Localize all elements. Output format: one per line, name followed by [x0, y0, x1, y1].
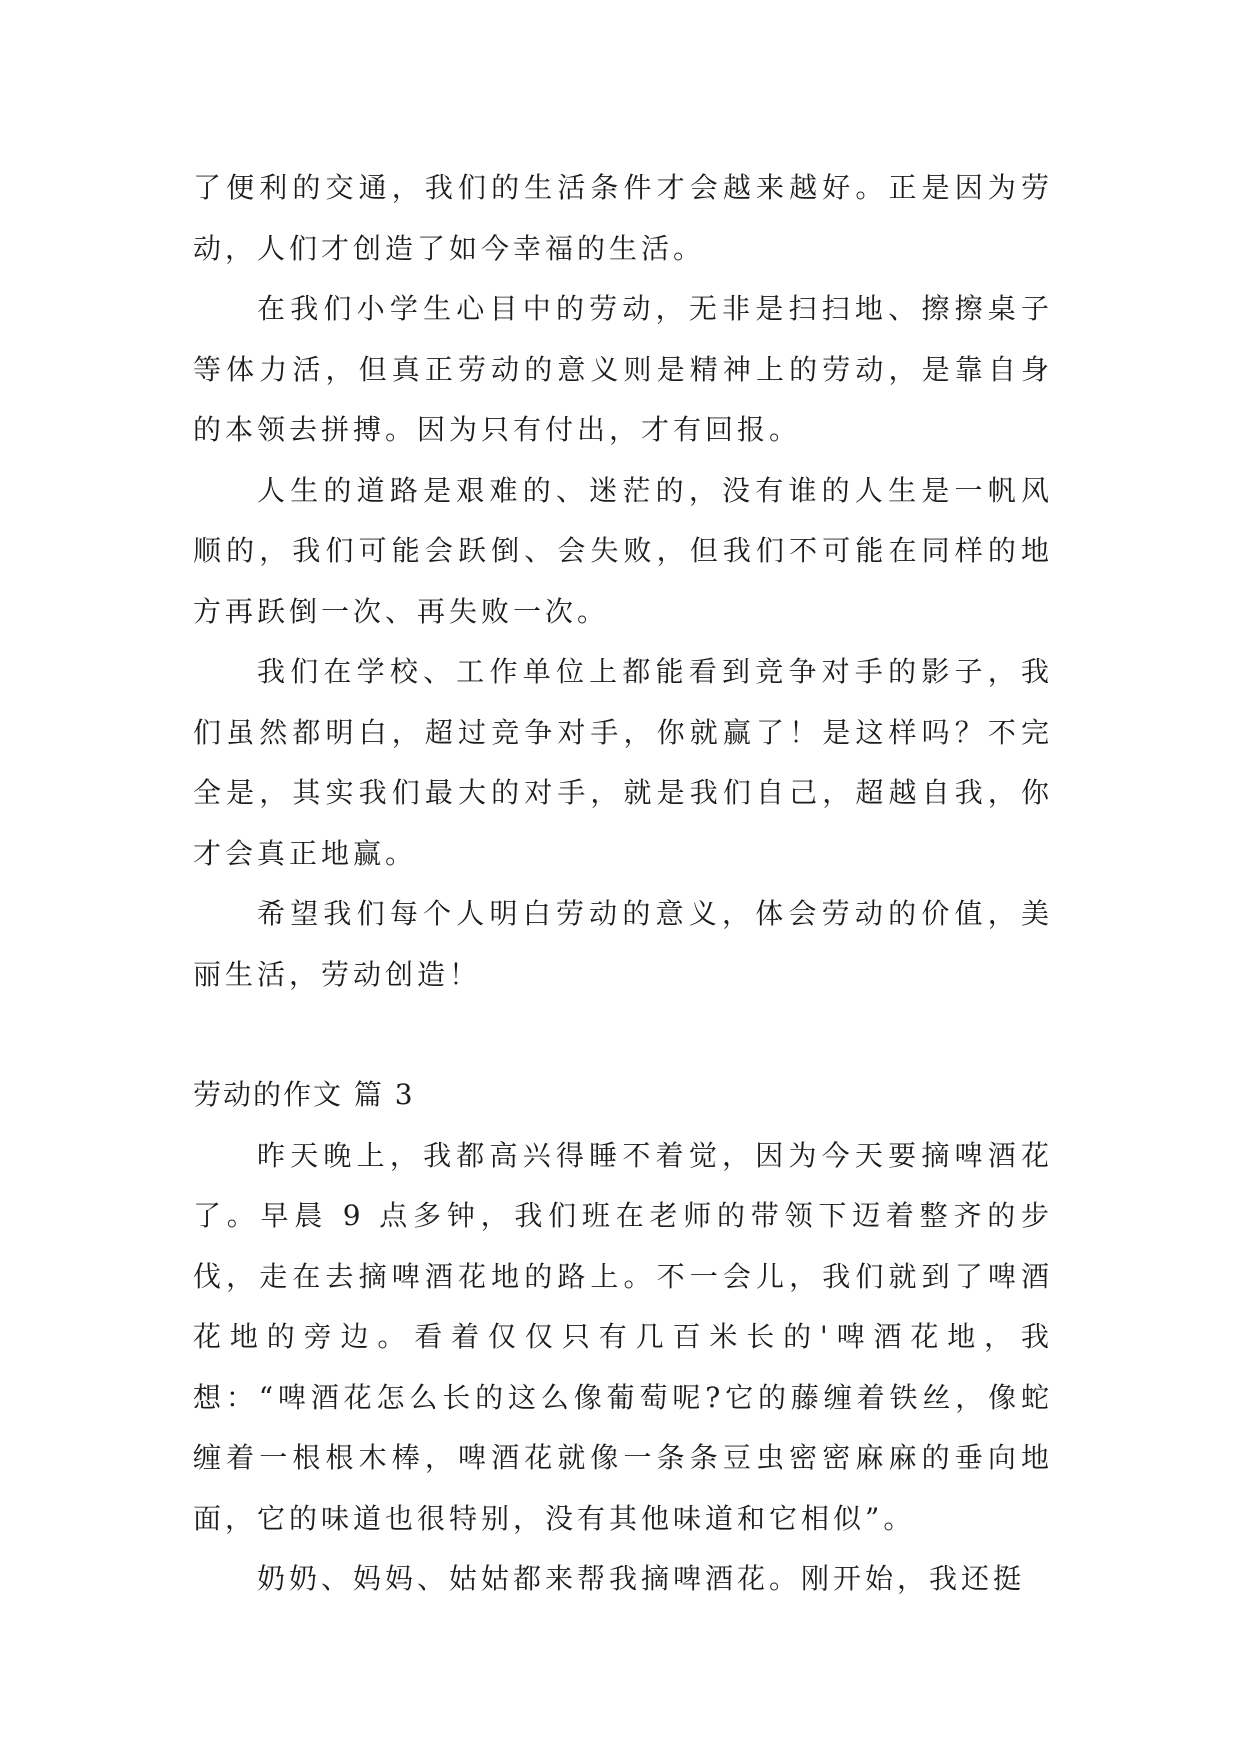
section-heading: 劳动的作文 篇 3: [193, 1078, 415, 1111]
document-body: [193, 158, 1053, 1610]
paragraph-1: 了便利的交通，我们的生活条件才会越来越好。正是因为劳动，人们才创造了如今幸福的生活。: [193, 171, 1053, 265]
paragraph-6: 昨天晚上，我都高兴得睡不着觉，因为今天要摘啤酒花了。早晨 9 点多钟，我们班在老师的带领下迈着整齐的步伐，走在去摘啤酒花地的路上。不一会儿，我们就到了啤酒花地的旁边。看着仅仅只有几百米长的'啤酒花地，我想：“啤酒花怎么长的这么像葡萄呢?它的藤缠着铁丝，像蛇缠着一根根木棒，啤酒花就像一条条豆虫密密麻麻的垂向地面，它的味道也很特别，没有其他味道和它相似”。: [193, 1138, 1053, 1535]
paragraph-2: 在我们小学生心目中的劳动，无非是扫扫地、擦擦桌子等体力活，但真正劳动的意义则是精神上的劳动，是靠自身的本领去拼搏。因为只有付出，才有回报。: [193, 292, 1053, 446]
paragraph-7: 奶奶、妈妈、姑姑都来帮我摘啤酒花。刚开始，我还挺: [257, 1562, 1026, 1595]
paragraph-3: 人生的道路是艰难的、迷茫的，没有谁的人生是一帆风顺的，我们可能会跃倒、会失败，但我们不可能在同样的地方再跃倒一次、再失败一次。: [193, 473, 1053, 628]
paragraph-4: 我们在学校、工作单位上都能看到竞争对手的影子，我们虽然都明白，超过竞争对手，你就赢了！是这样吗？不完全是，其实我们最大的对手，就是我们自己，超越自我，你才会真正地赢。: [193, 655, 1053, 870]
paragraph-5: 希望我们每个人明白劳动的意义，体会劳动的价值，美丽生活，劳动创造！: [193, 897, 1053, 991]
